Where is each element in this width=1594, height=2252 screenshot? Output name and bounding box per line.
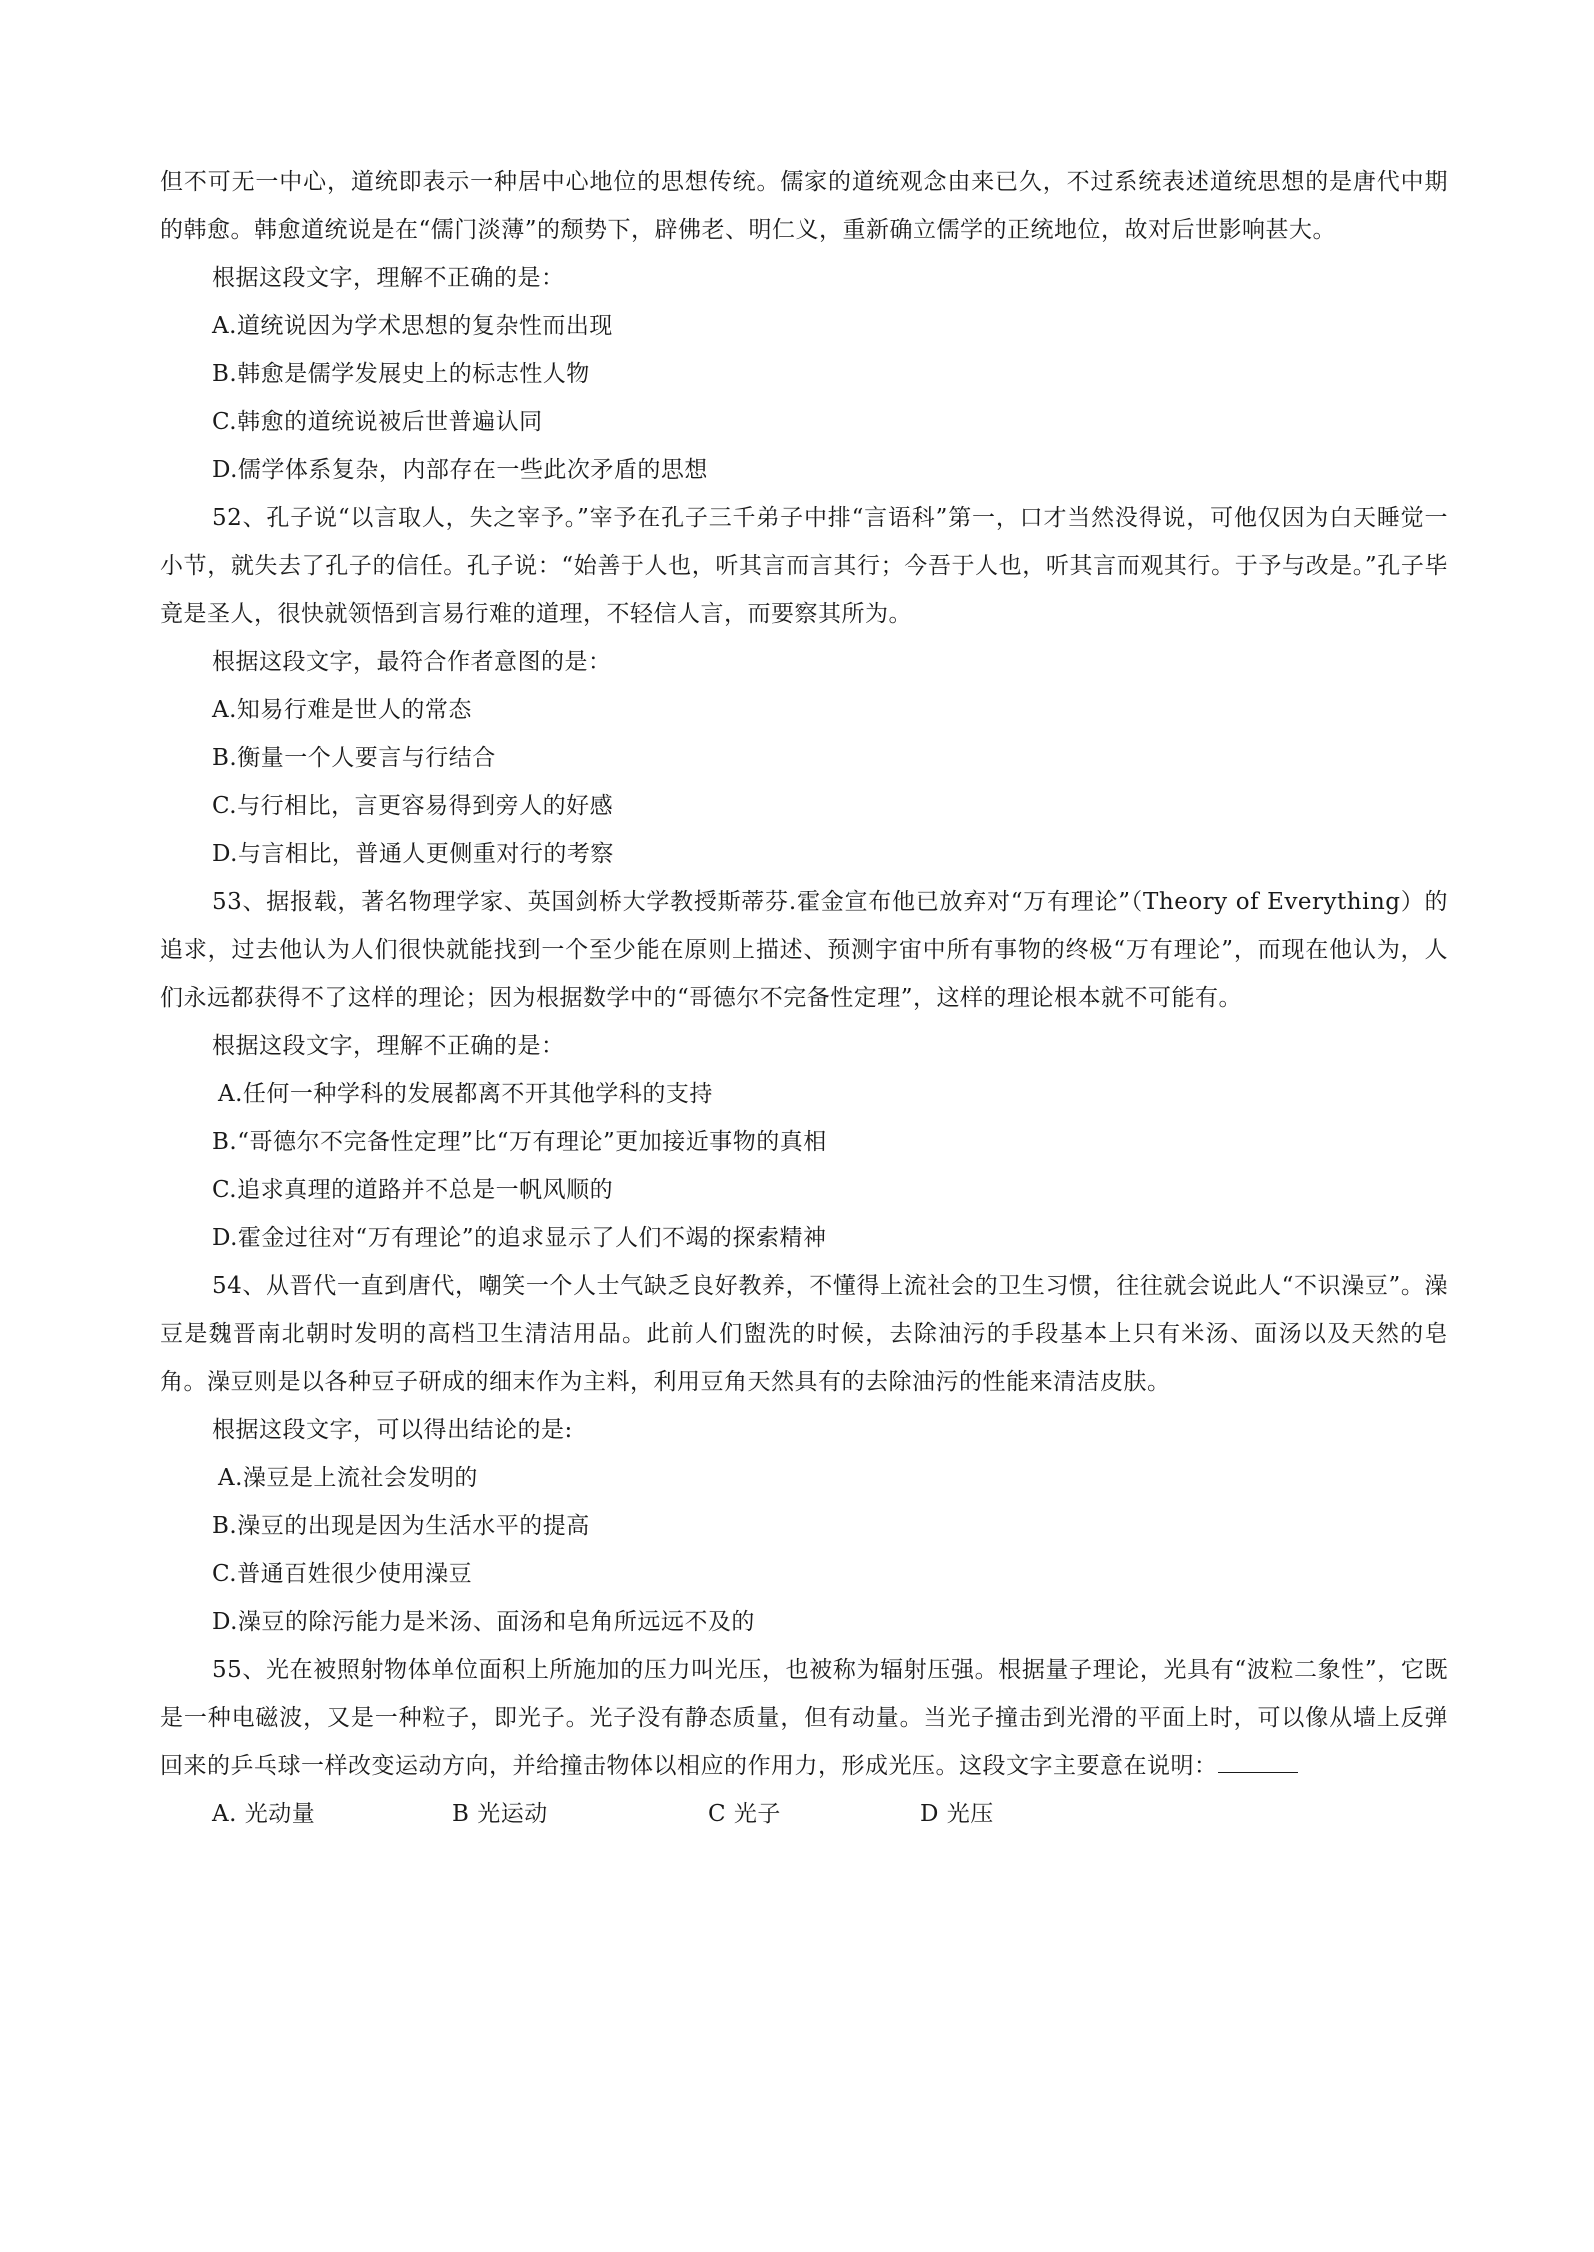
q55-option-d: D 光压 xyxy=(920,1801,994,1827)
q55-text: 55、光在被照射物体单位面积上所施加的压力叫光压，也被称为辐射压强。根据量子理论，光具有“波粒二象性”，它既是一种电磁波，又是一种粒子，即光子。光子没有静态质量，但有动量。当光子撞击到光滑的平面上时，可以像从墙上反弹回来的乒乓球一样改变运动方向，并给撞击物体以相应的作用力，形成光压。这段文字主要意在说明： xyxy=(160,1657,1448,1779)
q54-question: 根据这段文字，可以得出结论的是: xyxy=(212,1417,573,1443)
q54-option-d: D.澡豆的除污能力是米汤、面汤和皂角所远远不及的 xyxy=(212,1609,755,1635)
q52-question: 根据这段文字，最符合作者意图的是： xyxy=(212,649,612,675)
q53-option-d: D.霍金过往对“万有理论”的追求显示了人们不竭的探索精神 xyxy=(212,1225,827,1251)
q52-paragraph: 52、孔子说“以言取人，失之宰予。”宰予在孔子三千弟子中排“言语科”第一，口才当然没得说，可他仅因为白天睡觉一小节，就失去了孔子的信任。孔子说：“始善于人也，听其言而言其行；今吾于人也，听其言而观其行。于予与改是。”孔子毕竟是圣人，很快就领悟到言易行难的道理，不轻信人言，而要察其所为。 xyxy=(160,505,1448,627)
q53-paragraph: 53、据报载，著名物理学家、英国剑桥大学教授斯蒂芬.霍金宣布他已放弃对“万有理论”（Theory of Everything）的追求，过去他认为人们很快就能找到一个至少能在原则上描述、预测宇宙中所有事物的终极“万有理论”，而现在他认为，人们永远都获得不了这样的理论；因为根据数学中的“哥德尔不完备性定理”，这样的理论根本就不可能有。 xyxy=(160,889,1448,1011)
q52-option-a: A.知易行难是世人的常态 xyxy=(212,697,472,723)
q55-paragraph xyxy=(160,1646,1448,1790)
q55-option-c: C 光子 xyxy=(708,1801,781,1827)
q54-option-a: A.澡豆是上流社会发明的 xyxy=(218,1465,478,1491)
intro-paragraph: 但不可无一中心，道统即表示一种居中心地位的思想传统。儒家的道统观念由来已久，不过系统表述道统思想的是唐代中期的韩愈。韩愈道统说是在“儒门淡薄”的颓势下，辟佛老、明仁义，重新确立儒学的正统地位，故对后世影响甚大。 xyxy=(160,169,1448,243)
q53-option-c: C.追求真理的道路并不总是一帆风顺的 xyxy=(212,1177,614,1203)
q55-option-b: B 光运动 xyxy=(452,1801,548,1827)
intro-option-d: D.儒学体系复杂，内部存在一些此次矛盾的思想 xyxy=(212,457,708,483)
q55-options xyxy=(212,1790,1448,1838)
q54-paragraph: 54、从晋代一直到唐代，嘲笑一个人士气缺乏良好教养，不懂得上流社会的卫生习惯，往往就会说此人“不识澡豆”。澡豆是魏晋南北朝时发明的高档卫生清洁用品。此前人们盥洗的时候，去除油污的手段基本上只有米汤、面汤以及天然的皂角。澡豆则是以各种豆子研成的细末作为主料，利用豆角天然具有的去除油污的性能来清洁皮肤。 xyxy=(160,1273,1448,1395)
q53-question: 根据这段文字，理解不正确的是： xyxy=(212,1033,565,1059)
intro-option-b: B.韩愈是儒学发展史上的标志性人物 xyxy=(212,361,590,387)
q52-option-c: C.与行相比，言更容易得到旁人的好感 xyxy=(212,793,614,819)
document-body xyxy=(160,158,1448,1838)
q53-option-b: B.“哥德尔不完备性定理”比“万有理论”更加接近事物的真相 xyxy=(212,1129,827,1155)
q54-option-c: C.普通百姓很少使用澡豆 xyxy=(212,1561,473,1587)
intro-option-c: C.韩愈的道统说被后世普遍认同 xyxy=(212,409,543,435)
q55-option-a: A. 光动量 xyxy=(212,1801,316,1827)
q54-option-b: B.澡豆的出现是因为生活水平的提高 xyxy=(212,1513,590,1539)
intro-option-a: A.道统说因为学术思想的复杂性而出现 xyxy=(212,313,613,339)
q52-option-b: B.衡量一个人要言与行结合 xyxy=(212,745,496,771)
q53-option-a: A.任何一种学科的发展都离不开其他学科的支持 xyxy=(218,1081,713,1107)
q52-option-d: D.与言相比，普通人更侧重对行的考察 xyxy=(212,841,614,867)
intro-question: 根据这段文字，理解不正确的是： xyxy=(212,265,565,291)
answer-blank xyxy=(1218,1754,1298,1773)
